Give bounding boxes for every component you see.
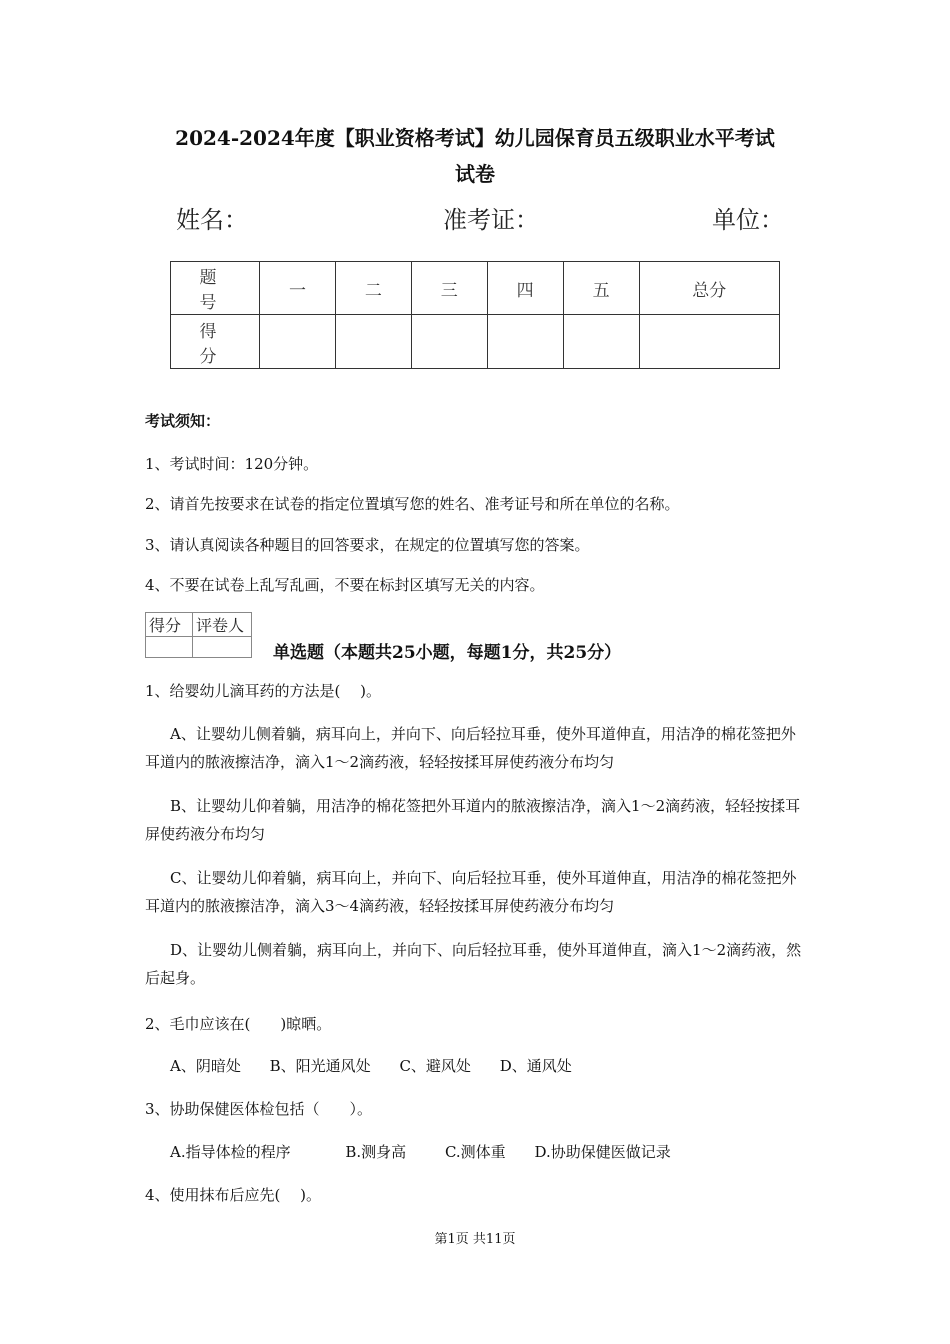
candidate-info-row [0, 200, 950, 236]
score-cell-1 [260, 315, 336, 369]
question-2-option-d: D、通风处 [499, 1057, 572, 1075]
score-cell-5 [563, 315, 639, 369]
question-2-options [170, 1055, 596, 1076]
question-2-option-a: A、阴暗处 [170, 1057, 241, 1075]
section-heading: 单选题（本题共25小题，每题1分，共25分） [273, 643, 622, 663]
title-line-2: 试卷 [455, 162, 495, 186]
question-1-option-c: C、让婴幼儿仰着躺，病耳向上，并向下、向后轻拉耳垂，使外耳道伸直，用洁净的棉花签把外耳道内的脓液擦洁净，滴入3～4滴药液，轻轻按揉耳屏使药液分布均匀 [145, 869, 797, 915]
question-1-stem: 1、给婴幼儿滴耳药的方法是( )。 [145, 682, 382, 700]
question-3-option-d: D.协助保健医做记录 [534, 1143, 671, 1161]
section-5-header: 五 [563, 262, 639, 315]
exam-title [120, 120, 830, 192]
question-3-option-c: C.测体重 [444, 1143, 506, 1161]
question-1-option-a: A、让婴幼儿侧着躺，病耳向上，并向下、向后轻拉耳垂，使外耳道伸直，用洁净的棉花签把外耳道内的脓液擦洁净，滴入1～2滴药液，轻轻按揉耳屏使药液分布均匀 [145, 725, 796, 771]
section-1-header: 一 [260, 262, 336, 315]
question-3-options [170, 1141, 695, 1162]
section-2-header: 二 [335, 262, 411, 315]
notice-item: 1、考试时间：120分钟。 [145, 455, 319, 473]
name-label: 姓名： [176, 206, 248, 234]
score-table-header-row [171, 262, 780, 315]
question-3-stem: 3、协助保健医体检包括（ ）。 [145, 1100, 373, 1118]
score-label: 得 分 [171, 315, 260, 369]
question-number-label: 题 号 [171, 262, 260, 315]
question-3-option-a: A.指导体检的程序 [170, 1143, 291, 1161]
grader-name-label: 评卷人 [193, 613, 252, 637]
page-footer: 第1页 共11页 [434, 1232, 516, 1247]
score-table [170, 261, 780, 369]
question-2-stem: 2、毛巾应该在( )晾晒。 [145, 1015, 332, 1033]
grader-box [145, 612, 252, 658]
unit-label: 单位： [712, 206, 784, 234]
section-3-header: 三 [411, 262, 487, 315]
question-2-option-b: B、阳光通风处 [269, 1057, 371, 1075]
total-header: 总分 [639, 262, 779, 315]
title-line-1: 2024-2024年度【职业资格考试】幼儿园保育员五级职业水平考试 [175, 126, 775, 150]
score-cell-total [639, 315, 779, 369]
question-1-option-b: B、让婴幼儿仰着躺，用洁净的棉花签把外耳道内的脓液擦洁净，滴入1～2滴药液，轻轻按揉耳屏使药液分布均匀 [145, 797, 801, 843]
notice-item: 4、不要在试卷上乱写乱画，不要在标封区填写无关的内容。 [145, 576, 545, 594]
question-3-option-b: B.测身高 [345, 1143, 407, 1161]
grader-score-label: 得分 [146, 613, 193, 637]
grader-score-cell [146, 637, 193, 658]
score-cell-2 [335, 315, 411, 369]
exam-id-label: 准考证： [443, 206, 539, 234]
question-1-option-d: D、让婴幼儿侧着躺，病耳向上，并向下、向后轻拉耳垂，使外耳道伸直，滴入1～2滴药液，然后起身。 [145, 941, 802, 987]
question-4-stem: 4、使用抹布后应先( )。 [145, 1186, 322, 1204]
notice-heading: 考试须知： [145, 412, 221, 430]
score-cell-3 [411, 315, 487, 369]
notice-item: 3、请认真阅读各种题目的回答要求，在规定的位置填写您的答案。 [145, 536, 590, 554]
grader-name-cell [193, 637, 252, 658]
notice-item: 2、请首先按要求在试卷的指定位置填写您的姓名、准考证号和所在单位的名称。 [145, 495, 680, 513]
section-4-header: 四 [487, 262, 563, 315]
question-2-option-c: C、避风处 [399, 1057, 471, 1075]
score-table-score-row [171, 315, 780, 369]
score-cell-4 [487, 315, 563, 369]
